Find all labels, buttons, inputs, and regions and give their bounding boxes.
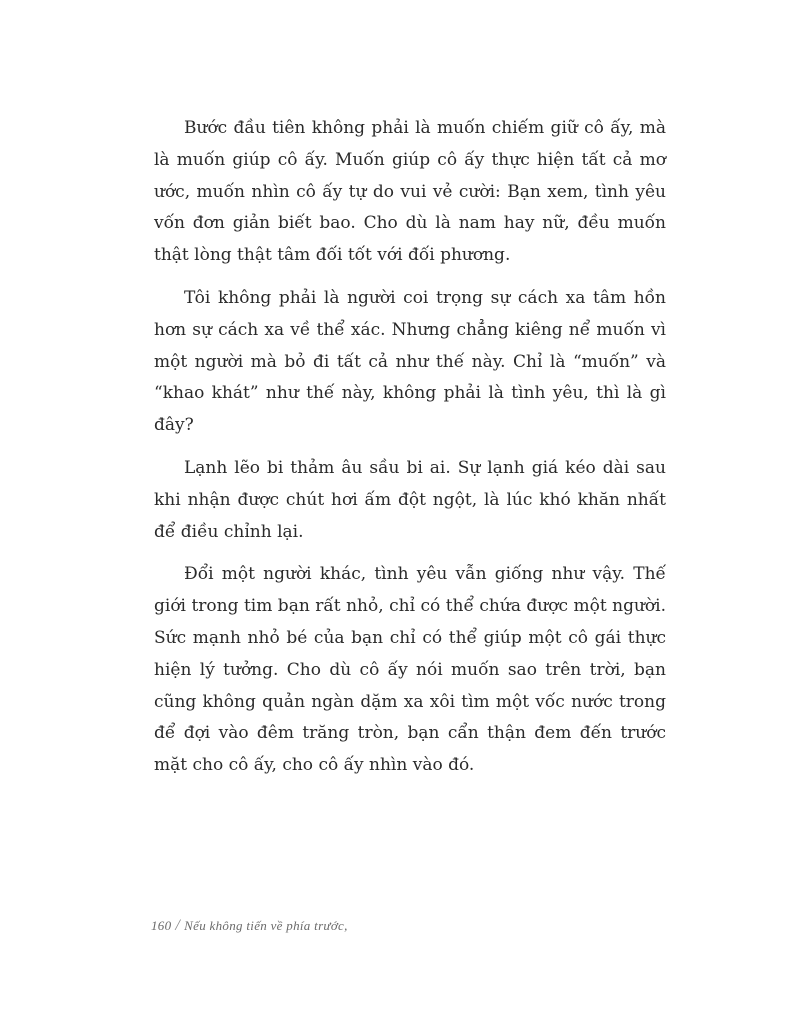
page-number: 160 [151, 918, 172, 933]
paragraph-2: Tôi không phải là người coi trọng sự cách xa tâm hồn hơn sự cách xa về thể xác. Nhưng chẳng kiêng nể muốn vì một người mà bỏ đi tất cả như thế này. Chỉ là “muốn” và “khao khát” như thế này, không phải là tình yêu, thì là gì đây? [154, 287, 666, 436]
page-footer [151, 917, 348, 935]
paragraph-4: Đổi một người khác, tình yêu vẫn giống như vậy. Thế giới trong tim bạn rất nhỏ, chỉ có thể chứa được một người. Sức mạnh nhỏ bé của bạn chỉ có thể giúp một cô gái thực hiện lý tưởng. Cho dù cô ấy nói muốn sao trên trời, bạn cũng không quản ngàn dặm xa xôi tìm một vốc nước trong để đợi vào đêm trăng tròn, bạn cẩn thận đem đến trước mặt cho cô ấy, cho cô ấy nhìn vào đó. [154, 564, 666, 776]
paragraph-3: Lạnh lẽo bi thảm âu sầu bi ai. Sự lạnh giá kéo dài sau khi nhận được chút hơi ấm đột ngột, là lúc khó khăn nhất để điều chỉnh lại. [154, 457, 666, 542]
paragraph-1: Bước đầu tiên không phải là muốn chiếm giữ cô ấy, mà là muốn giúp cô ấy. Muốn giúp cô ấy thực hiện tất cả mơ ước, muốn nhìn cô ấy tự do vui vẻ cười: Bạn xem, tình yêu vốn đơn giản biết bao. Cho dù là nam hay nữ, đều muốn thật lòng thật tâm đối tốt với đối phương. [154, 118, 666, 266]
footer-separator: / [175, 917, 181, 934]
body-text [154, 113, 666, 793]
book-title: Nếu không tiến về phía trước, [184, 918, 348, 933]
